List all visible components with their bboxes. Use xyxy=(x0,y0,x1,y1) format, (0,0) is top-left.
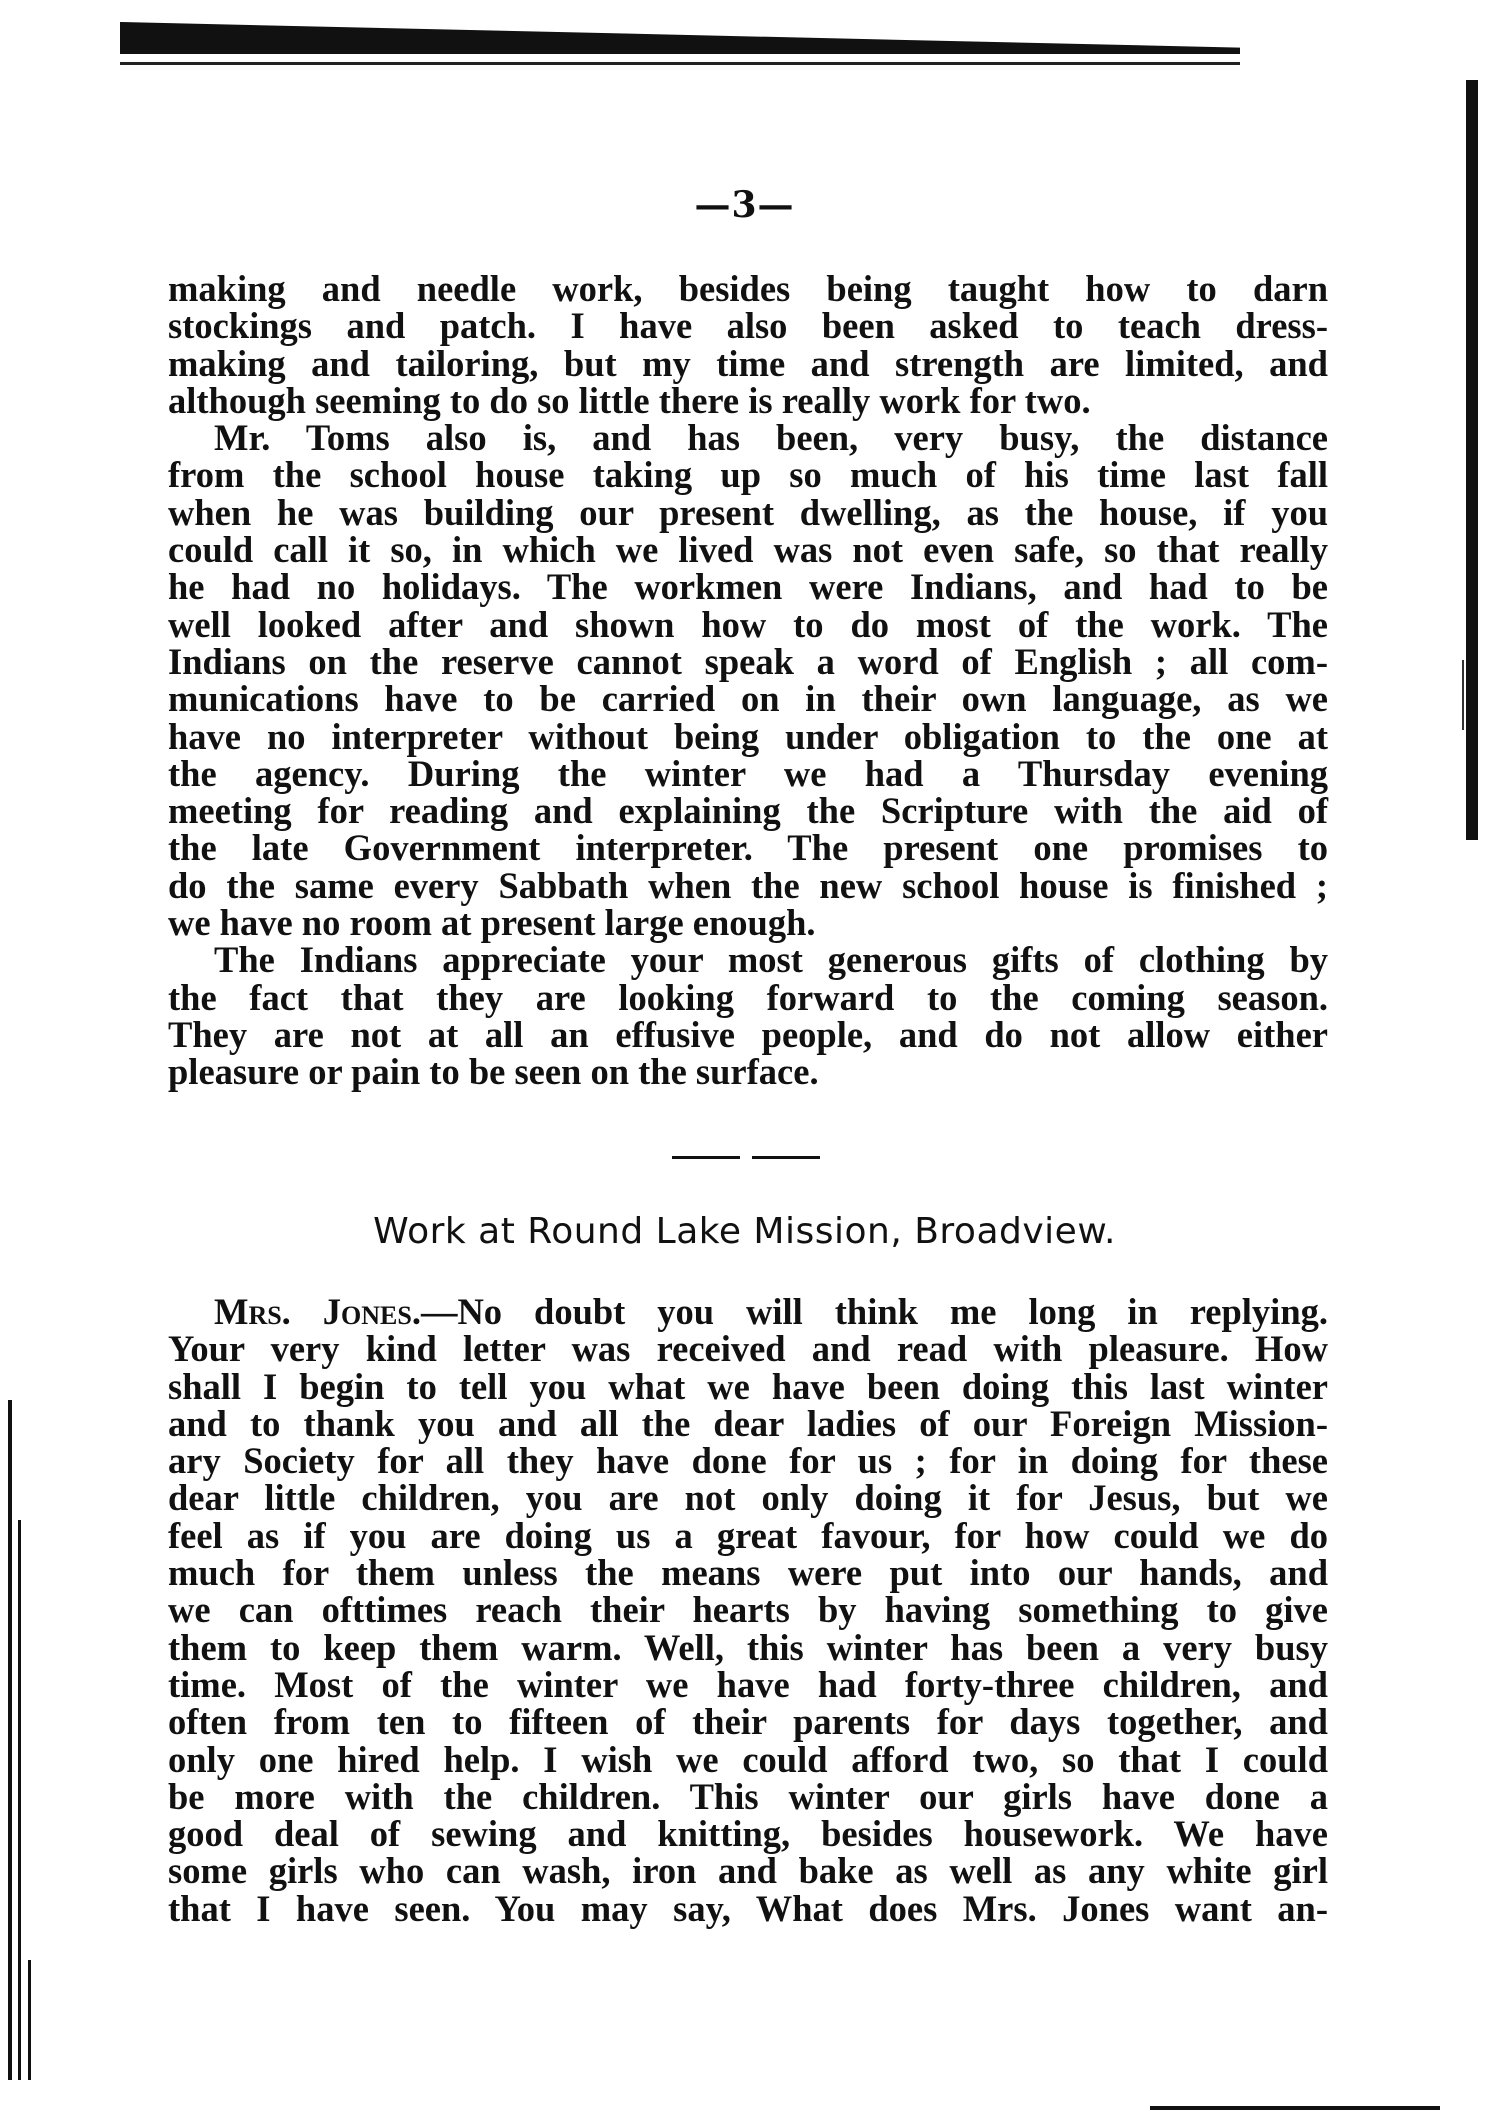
text-line: making and tailoring, but my time and strength are limited, and xyxy=(168,342,1328,384)
text-line: have no interpreter without being under obligation to the one at xyxy=(168,715,1328,757)
text-line: Your very kind letter was received and read with pleasure. How xyxy=(168,1328,1328,1370)
text-line: we have no room at present large enough. xyxy=(168,902,816,944)
text-line: ary Society for all they have done for us ; for in doing for these xyxy=(168,1440,1328,1482)
text-line: munications have to be carried on in their own language, as we xyxy=(168,678,1328,720)
text-line: the fact that they are looking forward to the coming season. xyxy=(168,976,1328,1018)
section-separator xyxy=(672,1156,820,1159)
text-line: he had no holidays. The workmen were Indians, and had to be xyxy=(168,566,1328,608)
text-line: often from ten to fifteen of their parents for days together, and xyxy=(168,1701,1328,1743)
text-line xyxy=(168,1293,1328,1330)
text-line: dear little children, you are not only doing it for Jesus, but we xyxy=(168,1477,1328,1519)
speaker-name: Mrs. Jones. xyxy=(214,1291,421,1332)
text-line: be more with the children. This winter our girls have done a xyxy=(168,1775,1328,1817)
scan-rule-top xyxy=(120,62,1240,65)
scan-rule-bottom xyxy=(1150,2106,1440,2110)
text-line: stockings and patch. I have also been asked to teach dress- xyxy=(168,305,1328,347)
text-line: meeting for reading and explaining the Scripture with the aid of xyxy=(168,790,1328,832)
text-line: The Indians appreciate your most generous gifts of clothing by xyxy=(214,939,1328,981)
text-line: well looked after and shown how to do most of the work. The xyxy=(168,603,1328,645)
scan-edge-left xyxy=(6,1390,46,2080)
body-text-lower xyxy=(168,1293,1328,1927)
body-text-upper xyxy=(168,270,1328,1091)
text-line: only one hired help. I wish we could afford two, so that I could xyxy=(168,1738,1328,1780)
text-line: could call it so, in which we lived was not even safe, so that really xyxy=(168,529,1328,571)
text-line: although seeming to do so little there is really work for two. xyxy=(168,379,1091,421)
text-line: when he was building our present dwelling, as the house, if you xyxy=(168,491,1328,533)
text-span: —No doubt you will think me long in replying. xyxy=(420,1291,1328,1332)
text-line: do the same every Sabbath when the new school house is finished ; xyxy=(168,864,1328,906)
scan-edge-top xyxy=(120,22,1240,54)
text-line: Mr. Toms also is, and has been, very busy, the distance xyxy=(214,417,1328,459)
text-line: feel as if you are doing us a great favour, for how could we do xyxy=(168,1514,1328,1556)
text-line: pleasure or pain to be seen on the surface. xyxy=(168,1051,819,1093)
page-number: —3— xyxy=(694,184,795,226)
text-line: the agency. During the winter we had a Thursday evening xyxy=(168,752,1328,794)
text-line: the late Government interpreter. The present one promises to xyxy=(168,827,1328,869)
text-line: that I have seen. You may say, What does Mrs. Jones want an- xyxy=(168,1887,1328,1929)
text-line: making and needle work, besides being taught how to darn xyxy=(168,268,1328,309)
text-line: shall I begin to tell you what we have been doing this last winter xyxy=(168,1365,1328,1407)
text-line: from the school house taking up so much of his time last fall xyxy=(168,454,1328,496)
text-line: much for them unless the means were put into our hands, and xyxy=(168,1552,1328,1594)
text-line: them to keep them warm. Well, this winter has been a very busy xyxy=(168,1626,1328,1668)
text-line: and to thank you and all the dear ladies of our Foreign Mission- xyxy=(168,1402,1328,1444)
text-line: we can ofttimes reach their hearts by having something to give xyxy=(168,1589,1328,1631)
text-line: some girls who can wash, iron and bake as well as any white girl xyxy=(168,1850,1328,1892)
text-line: They are not at all an effusive people, and do not allow either xyxy=(168,1013,1328,1055)
text-line: time. Most of the winter we have had forty-three children, and xyxy=(168,1663,1328,1705)
text-line: Indians on the reserve cannot speak a word of English ; all com- xyxy=(168,640,1328,682)
scan-mark-right xyxy=(1462,660,1464,730)
text-line: good deal of sewing and knitting, besides housework. We have xyxy=(168,1813,1328,1855)
section-title: Work at Round Lake Mission, Broadview. xyxy=(373,1211,1116,1252)
